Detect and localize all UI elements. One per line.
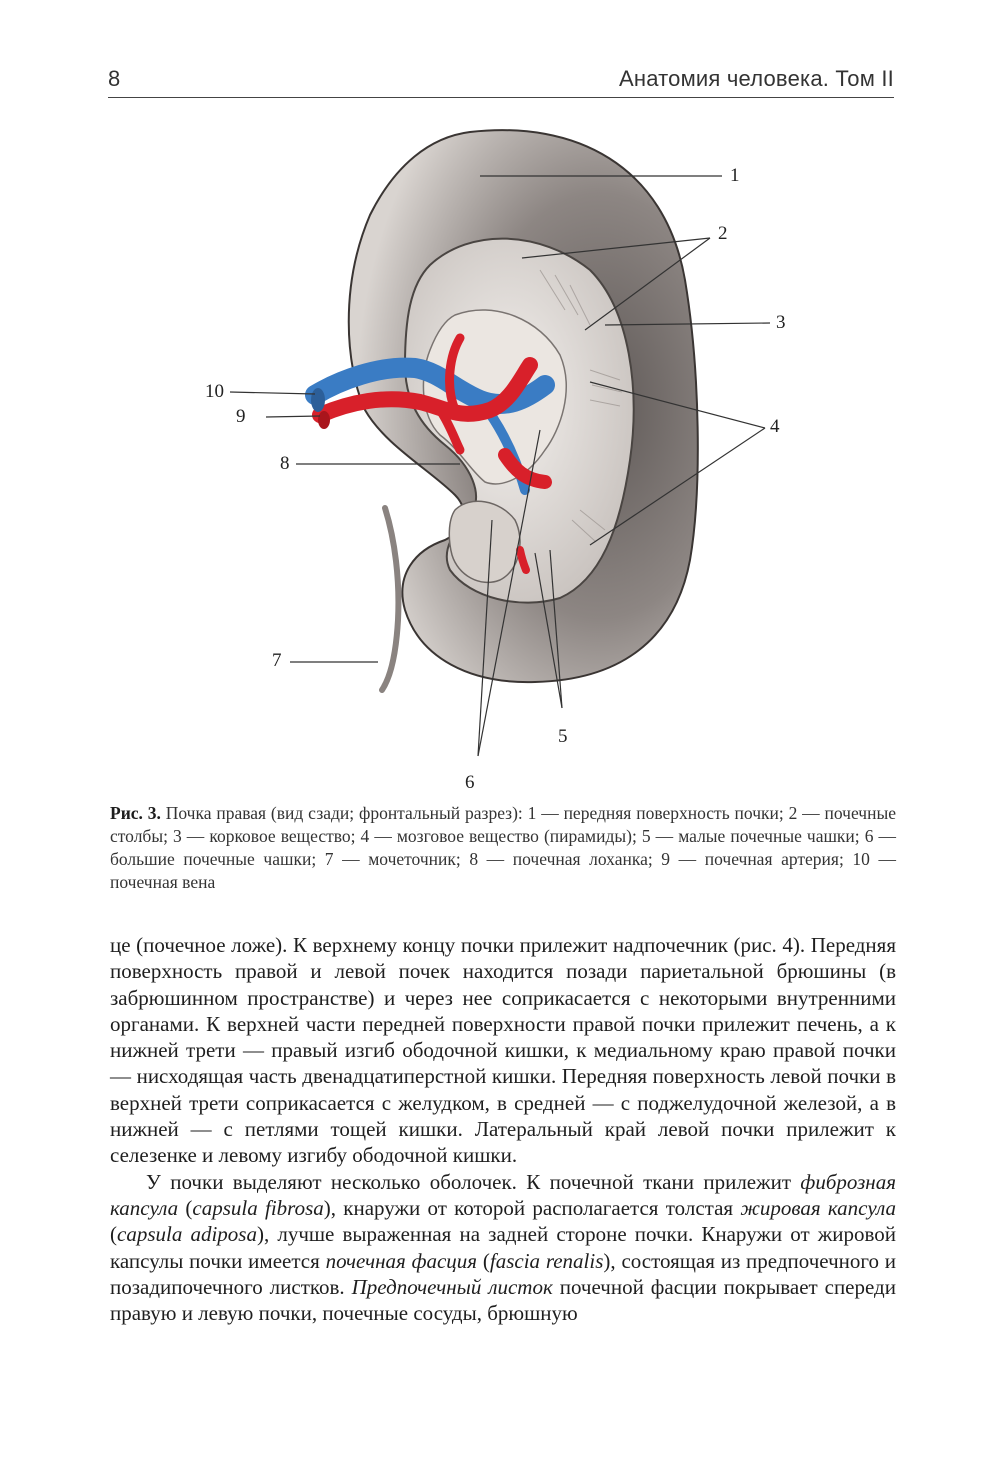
caption-label: Рис. 3. bbox=[110, 803, 161, 823]
label-10: 10 bbox=[205, 381, 224, 402]
body-text bbox=[110, 932, 896, 1326]
label-5: 5 bbox=[558, 726, 568, 747]
ureter bbox=[382, 508, 398, 690]
paragraph-1: це (почечное ложе). К верхнему концу почки прилежит надпочечник (рис. 4). Передняя поверхность правой и левой почек находится позади париетальной брюшины (в забрюшинном пространстве) и через нее соприкасается с некоторыми внутренними органами. К верхней части передней поверхности правой почки прилежит печень, а к нижней трети — правый изгиб ободочной кишки, к медиальному краю правой почки — нисходящая часть двенадцатиперстной кишки. Передняя поверхность левой почки в верхней трети соприкасается с желудком, в средней — с поджелудочной железой, а в нижней — с петлями тощей кишки. Латеральный край левой почки прилежит к селезенке и левому изгибу ободочной кишки. bbox=[110, 933, 896, 1168]
label-2: 2 bbox=[718, 223, 728, 244]
paragraph-2: У почки выделяют несколько оболочек. К почечной ткани прилежит фиброзная капсула (capsula fibrosa), кнаружи от которой располагается толстая жировая капсула (capsula adiposa), лучше выраженная на задней стороне почки. Кнаружи от жировой капсулы почки имеется почечная фасция (fascia renalis), состоящая из предпочечного и позадипочечного листков. Предпочечный листок почечной фасции покрывает спереди правую и левую почки, почечные сосуды, брюшную bbox=[110, 1169, 897, 1326]
term: Предпочечный листок bbox=[351, 1274, 553, 1299]
label-6: 6 bbox=[465, 772, 475, 793]
latin-term: capsula adiposa bbox=[117, 1222, 257, 1247]
kidney-illustration bbox=[0, 110, 1000, 800]
running-title: Анатомия человека. Том II bbox=[618, 66, 894, 91]
kidney-figure bbox=[0, 110, 1000, 800]
term: фиброзная капсула bbox=[110, 1169, 896, 1220]
latin-term: capsula fibrosa bbox=[192, 1195, 324, 1220]
term: жировая капсула bbox=[740, 1195, 897, 1220]
figure-caption bbox=[110, 802, 896, 894]
label-3: 3 bbox=[776, 312, 786, 333]
label-8: 8 bbox=[280, 453, 290, 474]
term: почечная фасция bbox=[325, 1248, 478, 1273]
latin-term: fascia renalis bbox=[489, 1248, 604, 1273]
label-9: 9 bbox=[236, 406, 246, 427]
label-1: 1 bbox=[730, 165, 740, 186]
lower-calyx bbox=[449, 501, 520, 582]
label-7: 7 bbox=[272, 650, 282, 671]
caption-text: Почка правая (вид сзади; фронтальный разрез): 1 — передняя поверхность почки; 2 — почечные столбы; 3 — корковое вещество; 4 — мозговое вещество (пирамиды); 5 — малые почечные чашки; 6 — большие почечные чашки; 7 — мочеточник; 8 — почечная лоханка; 9 — почечная артерия; 10 — почечная вена bbox=[110, 803, 897, 892]
header-rule bbox=[108, 97, 894, 98]
page-number: 8 bbox=[108, 66, 121, 91]
label-4: 4 bbox=[770, 416, 780, 437]
